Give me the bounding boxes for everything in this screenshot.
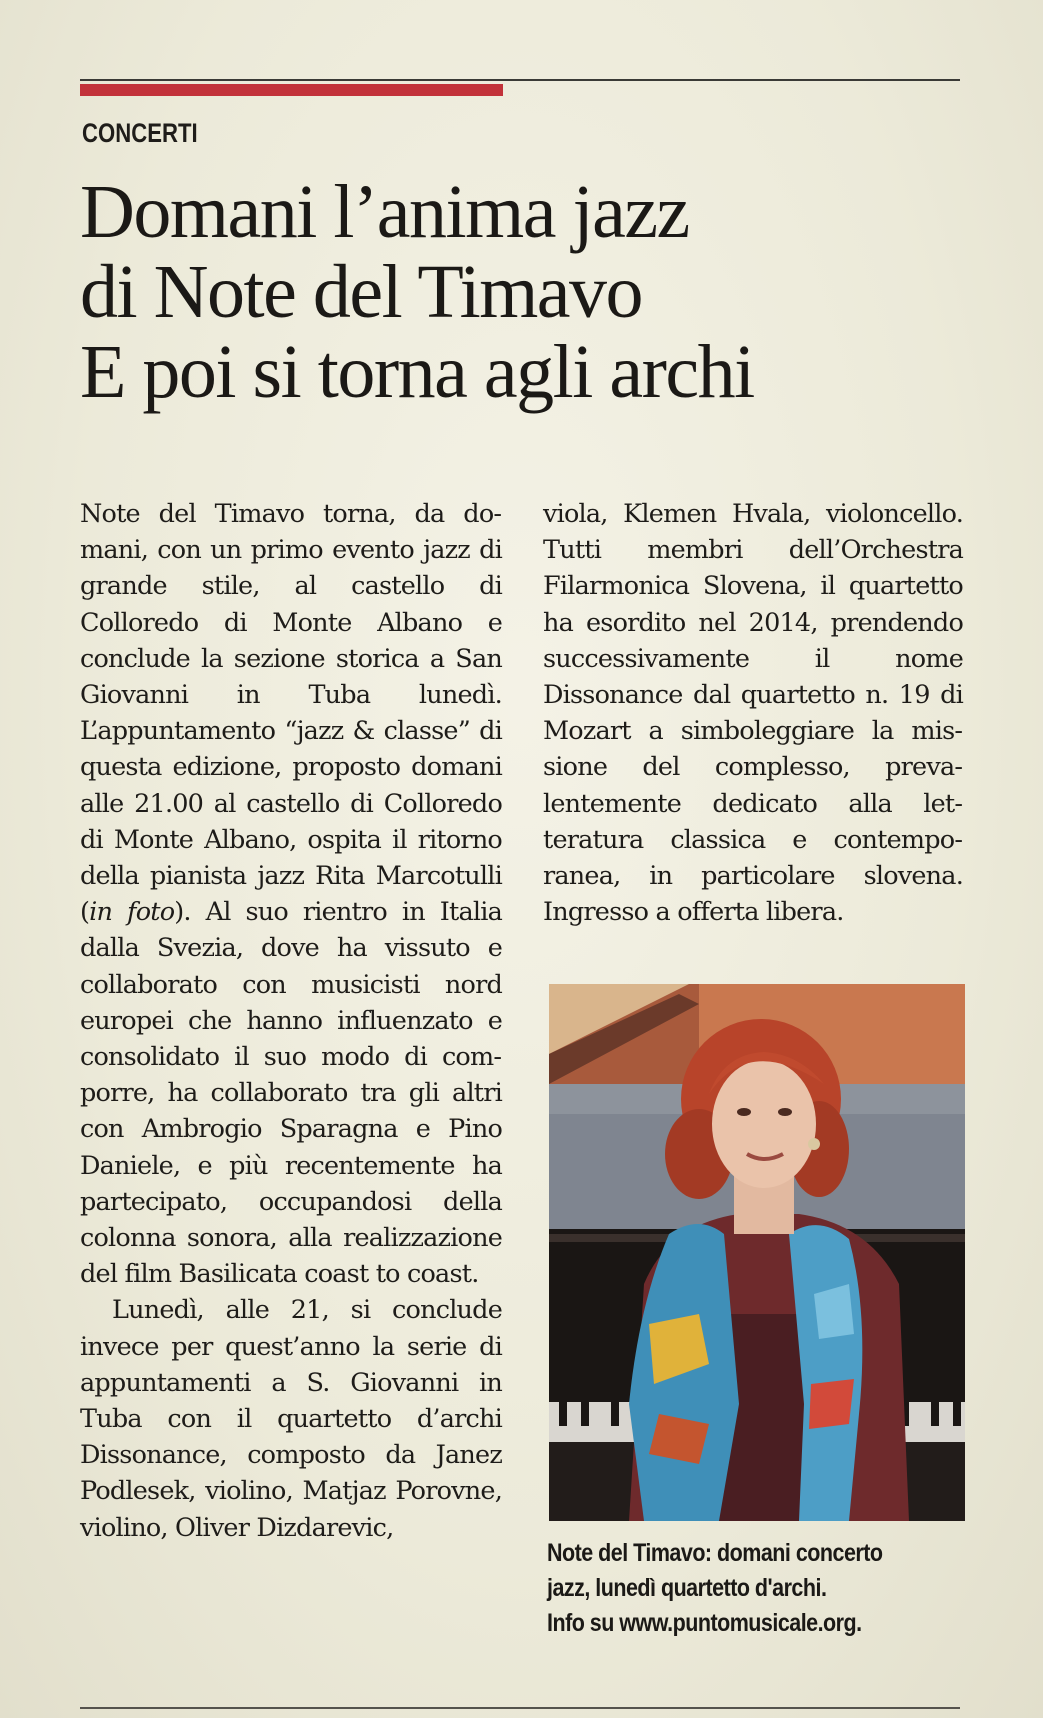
headline-line: di Note del Timavo	[80, 250, 643, 334]
photo-reference: in foto	[89, 897, 175, 928]
caption-line: jazz, lunedì quartetto d'archi.	[547, 1574, 827, 1602]
article-paragraph: viola, Klemen Hvala, violoncello. Tutti membri dell’Orchestra Filarmonica Slovena, il quartetto ha esordito nel 2014, prendendo successivamente il nome Dissonance dal quartetto n. 19 di Mozart a simboleggiare la missione del complesso, prevalentemente dedicato alla letteratura classica e contemporanea, in particolare slovena. Ingresso a offerta libera.	[543, 499, 963, 928]
section-label: CONCERTI	[82, 118, 198, 148]
photo-caption	[547, 1536, 967, 1641]
caption-line: Note del Timavo: domani concerto	[547, 1539, 883, 1567]
top-rule	[80, 79, 960, 81]
article-photo	[549, 984, 965, 1521]
portrait-photo-illustration	[549, 984, 965, 1521]
section-accent-bar	[80, 84, 503, 96]
article-column-left	[80, 496, 502, 1546]
article-paragraph: Lunedì, alle 21, si conclude invece per quest’anno la serie di appuntamenti a S. Giovanni in Tuba con il quartetto d’archi Dissonance, composto da Janez Podlesek, violino, Matjaz Porovne, violino, Oliver Dizdarevic,	[80, 1295, 502, 1543]
article-text: Note del Timavo torna, da domani, con un primo evento jazz di grande stile, al castello di Colloredo di Monte Albano e conclude la sezione storica a San Giovanni in Tuba lunedì. L’appuntamento “jazz & classe” di questa edizione, proposto domani alle 21.00 al castello di Colloredo di Monte Albano, ospita il ritorno della pianista jazz Rita Marcotulli (	[80, 499, 502, 928]
article-text: ). Al suo rientro in Italia dalla Svezia, dove ha vissuto e collaborato con musicisti nord europei che hanno influenzato e consolidato il suo modo di comporre, ha collaborato tra gli altri con Ambrogio Sparagna e Pino Daniele, e più recentemente ha partecipato, occupandosi della colonna sonora, alla realizzazione del film Basilicata coast to coast.	[80, 897, 502, 1290]
headline	[80, 172, 960, 412]
headline-line: E poi si torna agli archi	[80, 330, 754, 414]
headline-line: Domani l’anima jazz	[80, 170, 689, 254]
caption-line: Info su www.puntomusicale.org.	[547, 1609, 862, 1637]
article-column-right	[543, 496, 963, 930]
article-paragraph	[80, 496, 502, 1292]
bottom-rule	[80, 1707, 960, 1709]
